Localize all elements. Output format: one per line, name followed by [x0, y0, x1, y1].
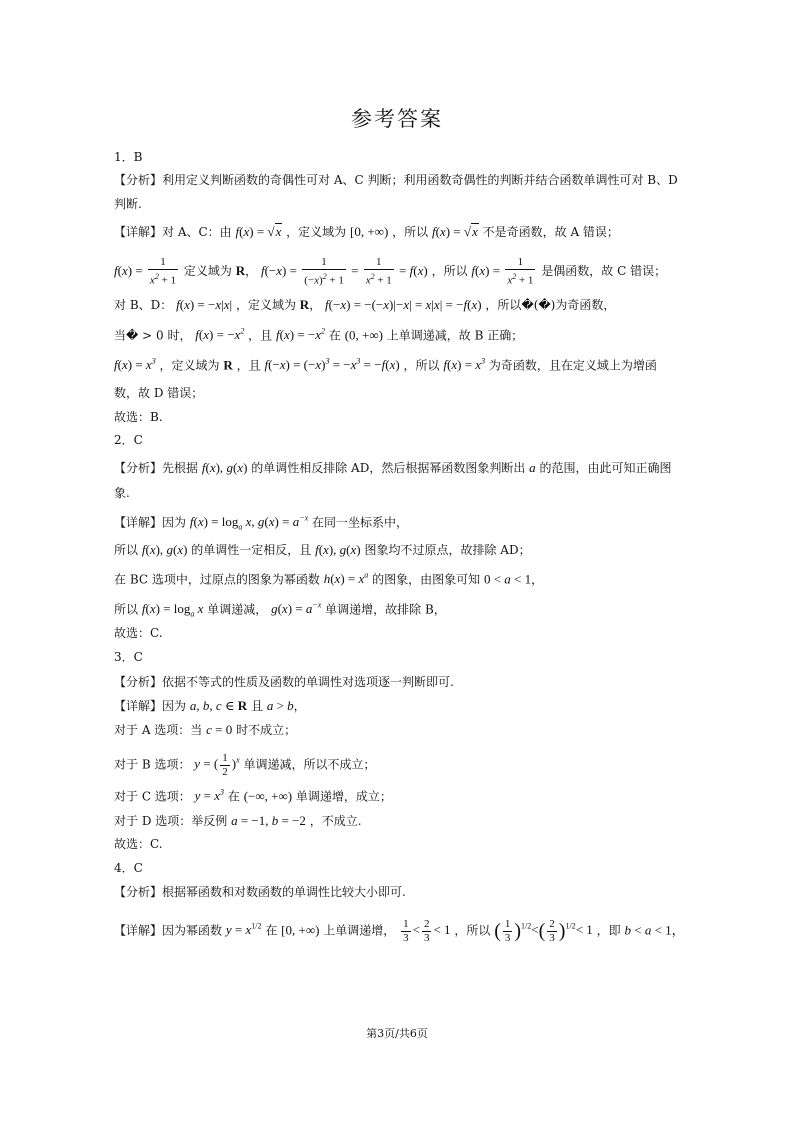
math-expr: f(x) = −x|x| — [176, 297, 233, 312]
math-expr: $f(x) = x^3$ — [114, 357, 156, 373]
q1-detail-line5: $f(x) = x^3$ ，定义域为 R ，且 $f(-x) = (-x)^3 = -x^3 = -f(x)$ ，所以 $f(x) = x^3$ 为奇函数，且在定义域上为增函 — [114, 357, 657, 373]
page-title: 参考答案 — [351, 107, 443, 131]
math-expr: $f(x) = \log_a x$, $g(x) = a^{-x}$ — [189, 514, 309, 532]
math-expr: [0, +∞) — [350, 224, 389, 239]
q3-answer: 故选：C. — [114, 837, 163, 851]
q1-analysis-line2: 判断. — [114, 197, 142, 211]
q2-analysis-line1: 【分析】先根据 f(x), g(x) 的单调性相反排除 AD，然后根据幂函数图象判断出 a 的范围，由此可知正确图 — [114, 460, 672, 475]
math-expr: f(x), g(x) — [141, 542, 188, 557]
q1-detail-line4: 当� > 0 时， $f(x) = -x^2$ ，且 $f(x) = -x^2$ 在 (0, +∞) 上单调递减，故 B 正确； — [114, 327, 524, 343]
q4-number: 4．C — [114, 861, 143, 875]
math-expr: f(−x) = $\frac{1}{(-x)^2 + 1}$ = $\frac{1}{x^2 + 1}$ = f(x) — [260, 256, 428, 287]
q3-detail-line3: 对于 B 选项： y = ( $\frac{1}{2}$ )$^x$ 单调递减，所以不成立； — [114, 752, 376, 778]
math-expr: a, b, c ∈ R — [189, 698, 248, 713]
q2-analysis-line2: 象. — [114, 486, 130, 500]
q2-detail-line4: 所以 $f(x) = \log_a x$ 单调递减， $g(x) = a^{-x}$ 单调递增，故排除 B， — [114, 601, 446, 619]
math-expr: f(x), g(x) — [315, 542, 361, 557]
math-expr: a = −1, b = −2 — [231, 813, 306, 828]
math-expr: a — [529, 460, 536, 475]
q1-detail-line1: 【详解】对 A、C：由 f(x) = √x ，定义域为 [0, +∞) ，所以 f(x) = √x 不是奇函数，故 A 错误； — [114, 224, 619, 239]
math-expr: [0, +∞) — [281, 922, 320, 938]
math-expr: $y = x^3$ — [194, 788, 225, 804]
q2-detail-line1: 【详解】因为 $f(x) = \log_a x$, $g(x) = a^{-x}$ 在同一坐标系中， — [114, 514, 408, 532]
q3-analysis: 【分析】依据不等式的性质及函数的单调性对选项逐一判断即可. — [114, 675, 454, 689]
math-expr: c = 0 — [206, 722, 233, 737]
math-expr: $y = x^{1/2}$ — [225, 922, 262, 938]
page-footer: 第3页/共6页 — [366, 1027, 428, 1040]
q1-answer: 故选：B. — [114, 410, 163, 424]
q2-answer: 故选：C. — [114, 626, 163, 640]
math-expr: $f(x) = -x^2$ — [275, 327, 326, 343]
math-expr: $f(x) = -x^2$ — [195, 327, 245, 343]
q2-number: 2．C — [114, 433, 143, 447]
q1-analysis-line1: 【分析】利用定义判断函数的奇偶性可对 A、C 判断；利用函数奇偶性的判断并结合函数单调性可对 B、D — [114, 173, 678, 187]
math-expr: a > b — [266, 698, 294, 713]
math-expr: $f(x) = x^3$ — [443, 357, 486, 373]
q3-detail-line2: 对于 A 选项：当 c = 0 时不成立； — [114, 722, 297, 737]
q3-detail-line1: 【详解】因为 a, b, c ∈ R 且 a > b， — [114, 698, 306, 713]
math-expr: 0 < a < 1 — [483, 571, 532, 587]
q4-analysis: 【分析】根据幂函数和对数函数的单调性比较大小即可. — [114, 885, 406, 899]
q1-detail-line6: 数，故 D 错误； — [114, 386, 204, 400]
math-expr: R — [235, 262, 246, 278]
q1-detail-line2: f(x) = $\frac{1}{x^2 + 1}$ 定义域为 R， f(−x) = $\frac{1}{(-x)^2 + 1}$ = $\frac{1}{x^2 + 1}$ = f(x) ，所以 f(x) = $\frac{1}{x^2 + 1}$ 是偶函数，故 C 错误； — [114, 256, 667, 287]
q3-number: 3．C — [114, 650, 143, 664]
math-expr: (−∞, +∞) — [243, 788, 293, 804]
math-expr: R — [223, 357, 233, 373]
math-expr: b < a < 1， — [624, 922, 685, 938]
q3-detail-line4: 对于 C 选项： $y = x^3$ 在 (−∞, +∞) 单调递增，成立； — [114, 788, 392, 804]
q1-number: 1．B — [114, 150, 143, 164]
math-expr: $f(x) = \log_a x$ — [141, 601, 204, 619]
math-expr: $h(x) = x^a$ — [323, 571, 369, 587]
math-expr: f(x), g(x) — [201, 460, 248, 475]
math-expr: f(x) = $\frac{1}{x^2 + 1}$ — [471, 256, 534, 287]
math-expr: y = ( $\frac{1}{2}$ )$^x$ — [194, 752, 240, 778]
q2-detail-line3: 在 BC 选项中，过原点的图象为幂函数 $h(x) = x^a$ 的图象，由图象可知 0 < a < 1， — [114, 571, 544, 587]
math-expr: (0, +∞) — [344, 327, 383, 343]
math-expr: f(x) = $\frac{1}{x^2 + 1}$ — [114, 256, 177, 287]
math-expr: R — [299, 297, 310, 312]
math-expr: ( $\frac{1}{3}$ )$^{1/2}$<( $\frac{2}{3}$ )$^{1/2}$< 1 — [494, 918, 593, 944]
q4-detail-line1: 【详解】因为幂函数 $y = x^{1/2}$ 在 [0, +∞) 上单调递增， $\frac{1}{3}$ < $\frac{2}{3}$ < 1 ，所以 ( $\frac{1}{3}$ )$^{1/2}$<( $\frac{2}{3}$ )$^{1/2}$< 1 ，即 b < a < 1， — [114, 918, 685, 944]
math-expr: $g(x) = a^{-x}$ — [271, 601, 322, 617]
q1-detail-line3: 对 B、D： f(x) = −x|x| ，定义域为 R， f(−x) = −(−x)|−x| = x|x| = −f(x) ，所以�(�)为奇函数， — [114, 297, 616, 312]
math-expr: f(x) = √x — [431, 224, 478, 239]
math-expr: f(−x) = −(−x)|−x| = x|x| = −f(x) — [325, 297, 482, 312]
q2-detail-line2: 所以 f(x), g(x) 的单调性一定相反，且 f(x), g(x) 图象均不过原点，故排除 AD； — [114, 542, 531, 557]
math-expr: $f(-x) = (-x)^3 = -x^3 = -f(x)$ — [264, 357, 400, 373]
math-expr: $\frac{1}{3}$ < $\frac{2}{3}$ < 1 — [403, 918, 451, 944]
math-expr: f(x) = √x — [235, 224, 282, 239]
q3-detail-line5: 对于 D 选项：举反例 a = −1, b = −2 ，不成立. — [114, 813, 362, 828]
